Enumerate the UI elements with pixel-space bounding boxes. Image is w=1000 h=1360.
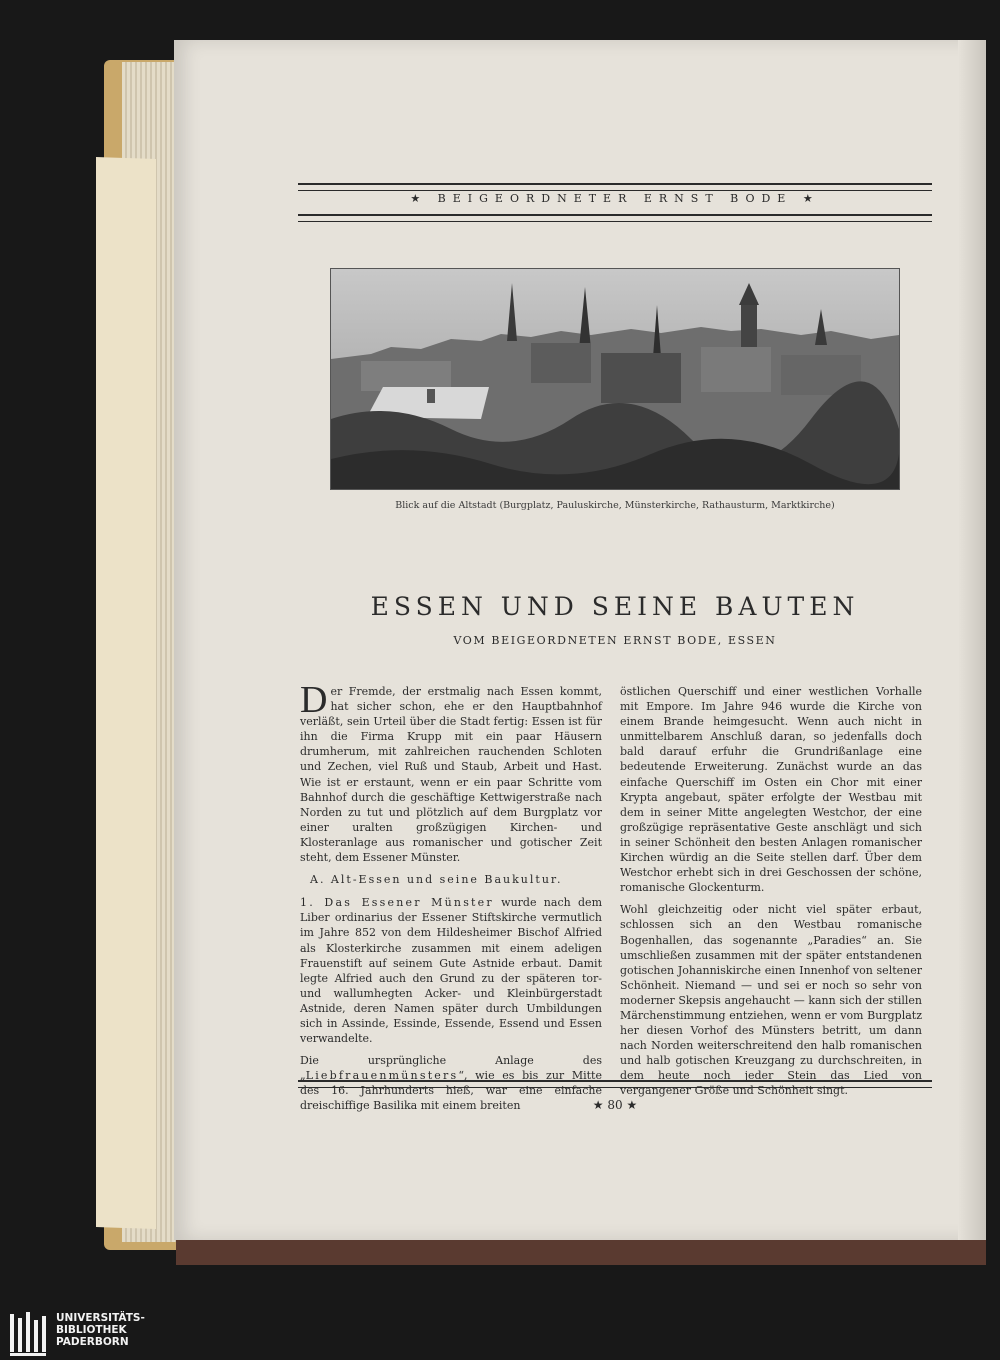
paragraph-text: wurde nach dem Liber ordinarius der Essener Stiftskirche vermutlich im Jahre 852 von dem Hildesheimer Bischof Alfried als Klosterkirche zusammen mit einem adeligen Frauenstift auf seinem Gute Astnide erbaut. Damit legte Alfried auch den Grund zu der späteren tor- und wallumhegten Acker- und Kleinbürgerstadt Astnide, deren Namen später durch Umbildungen sich in Assinde, Essinde, Essende, Essend und Essen verwandelte. [300,896,602,1046]
panorama-illustration [331,269,899,489]
article-title: ESSEN UND SEINE BAUTEN [370,592,860,621]
page-number: ★ 80 ★ [592,1098,638,1112]
library-logo-text [56,1312,145,1348]
paragraph-text: “, wie es bis zur Mitte des 16. Jahrhunderts hieß, war eine einfache dreischiffige Basilika mit einem breiten [300,1069,602,1113]
city-panorama-photo [330,268,900,490]
footer-rule [298,1080,932,1088]
text-column-left [300,679,602,1121]
intro-paragraph [300,679,602,865]
paragraph-lead: 1. Das Essener Münster [300,896,494,910]
logo-line: BIBLIOTHEK [56,1324,127,1336]
header-rule [298,183,932,191]
paragraph-start: Die ursprüngliche Anlage des „ [300,1054,602,1083]
logo-line: PADERBORN [56,1336,129,1348]
inserted-paper-sheet [96,157,156,1229]
article-byline: VOM BEIGEORDNETEN ERNST BODE, ESSEN [453,634,777,647]
logo-line: UNIVERSITÄTS- [56,1312,145,1324]
paragraph-westbau: östlichen Querschiff und einer westlichen Vorhalle mit Empore. Im Jahre 946 wurde die Kirche von einem Brande heimgesucht. Wenn auch nicht in unmittelbarem Anschluß daran, so jedenfalls doch bald darauf erfuhr die Grundrißanlage eine bedeutende Erweiterung. Zunächst wurde an das einfache Querschiff im Osten ein Chor mit einer Krypta angebaut, später erfolgte der Westbau mit dem in seiner Mitte angelegten Westchor, der eine großzügige repräsentative Geste anschlägt und sich in seiner Schönheit den besten Anlagen romanischer Kirchen würdig an die Seite stellen darf. Über dem Westchor erhebt sich in drei Geschossen der schöne, romanische Glockenturm. [620,685,922,895]
running-head: ★ BEIGEORDNETER ERNST BODE ★ [410,192,820,205]
library-logo-icon [10,1310,50,1356]
drop-cap: D [300,679,328,721]
paragraph-spaced-term: Liebfrauenmünsters [305,1069,459,1083]
page-gutter-shadow [958,40,986,1240]
section-heading: A. Alt-Essen und seine Baukultur. [310,873,563,887]
intro-text: er Fremde, der erstmalig nach Essen kommt, hat sicher schon, ehe er den Hauptbahnhof verläßt, sein Urteil über die Stadt fertig: Essen ist für ihn die Firma Krupp mit ein paar Häusern drumherum, mit zahlreichen rauchenden Schloten und Zechen, viel Ruß und Staub, Arbeit und Hast. Wie ist er erstaunt, wenn er ein paar Schritte vom Bahnhof durch die geschäftige Kettwigerstraße nach Norden zu tut und plötzlich auf dem Burgplatz vor einer uralten großzügigen Kirchen- und Klosteranlage aus romanischer und gotischer Zeit steht, dem Essener Münster. [300,685,602,865]
photo-caption: Blick auf die Altstadt (Burgplatz, Pauluskirche, Münsterkirche, Rathausturm, Marktkirche) [395,500,835,511]
library-logo [4,1308,174,1358]
paragraph-muenster [300,895,602,1046]
header-rule-lower [298,214,932,222]
paragraph-paradies: Wohl gleichzeitig oder nicht viel später erbaut, schlossen sich an den Westbau romanische Bogenhallen, das sogenannte „Paradies“ an. Sie umschließen zusammen mit der später entstandenen gotischen Johanniskirche einen Innenhof von seltener Schönheit. Niemand — und sei er noch so sehr von moderner Skepsis angehaucht — kann sich der stillen Märchenstimmung entziehen, wenn er vom Burgplatz her diesen Vorhof des Münsters betritt, um dann nach Norden weiterschreitend den halb romanischen und halb gotischen Kreuzgang zu durchschreiten, in dem heute noch jeder Stein das Lied von vergangener Größe und Schönheit singt. [620,903,922,1098]
text-column-right [620,684,922,1106]
